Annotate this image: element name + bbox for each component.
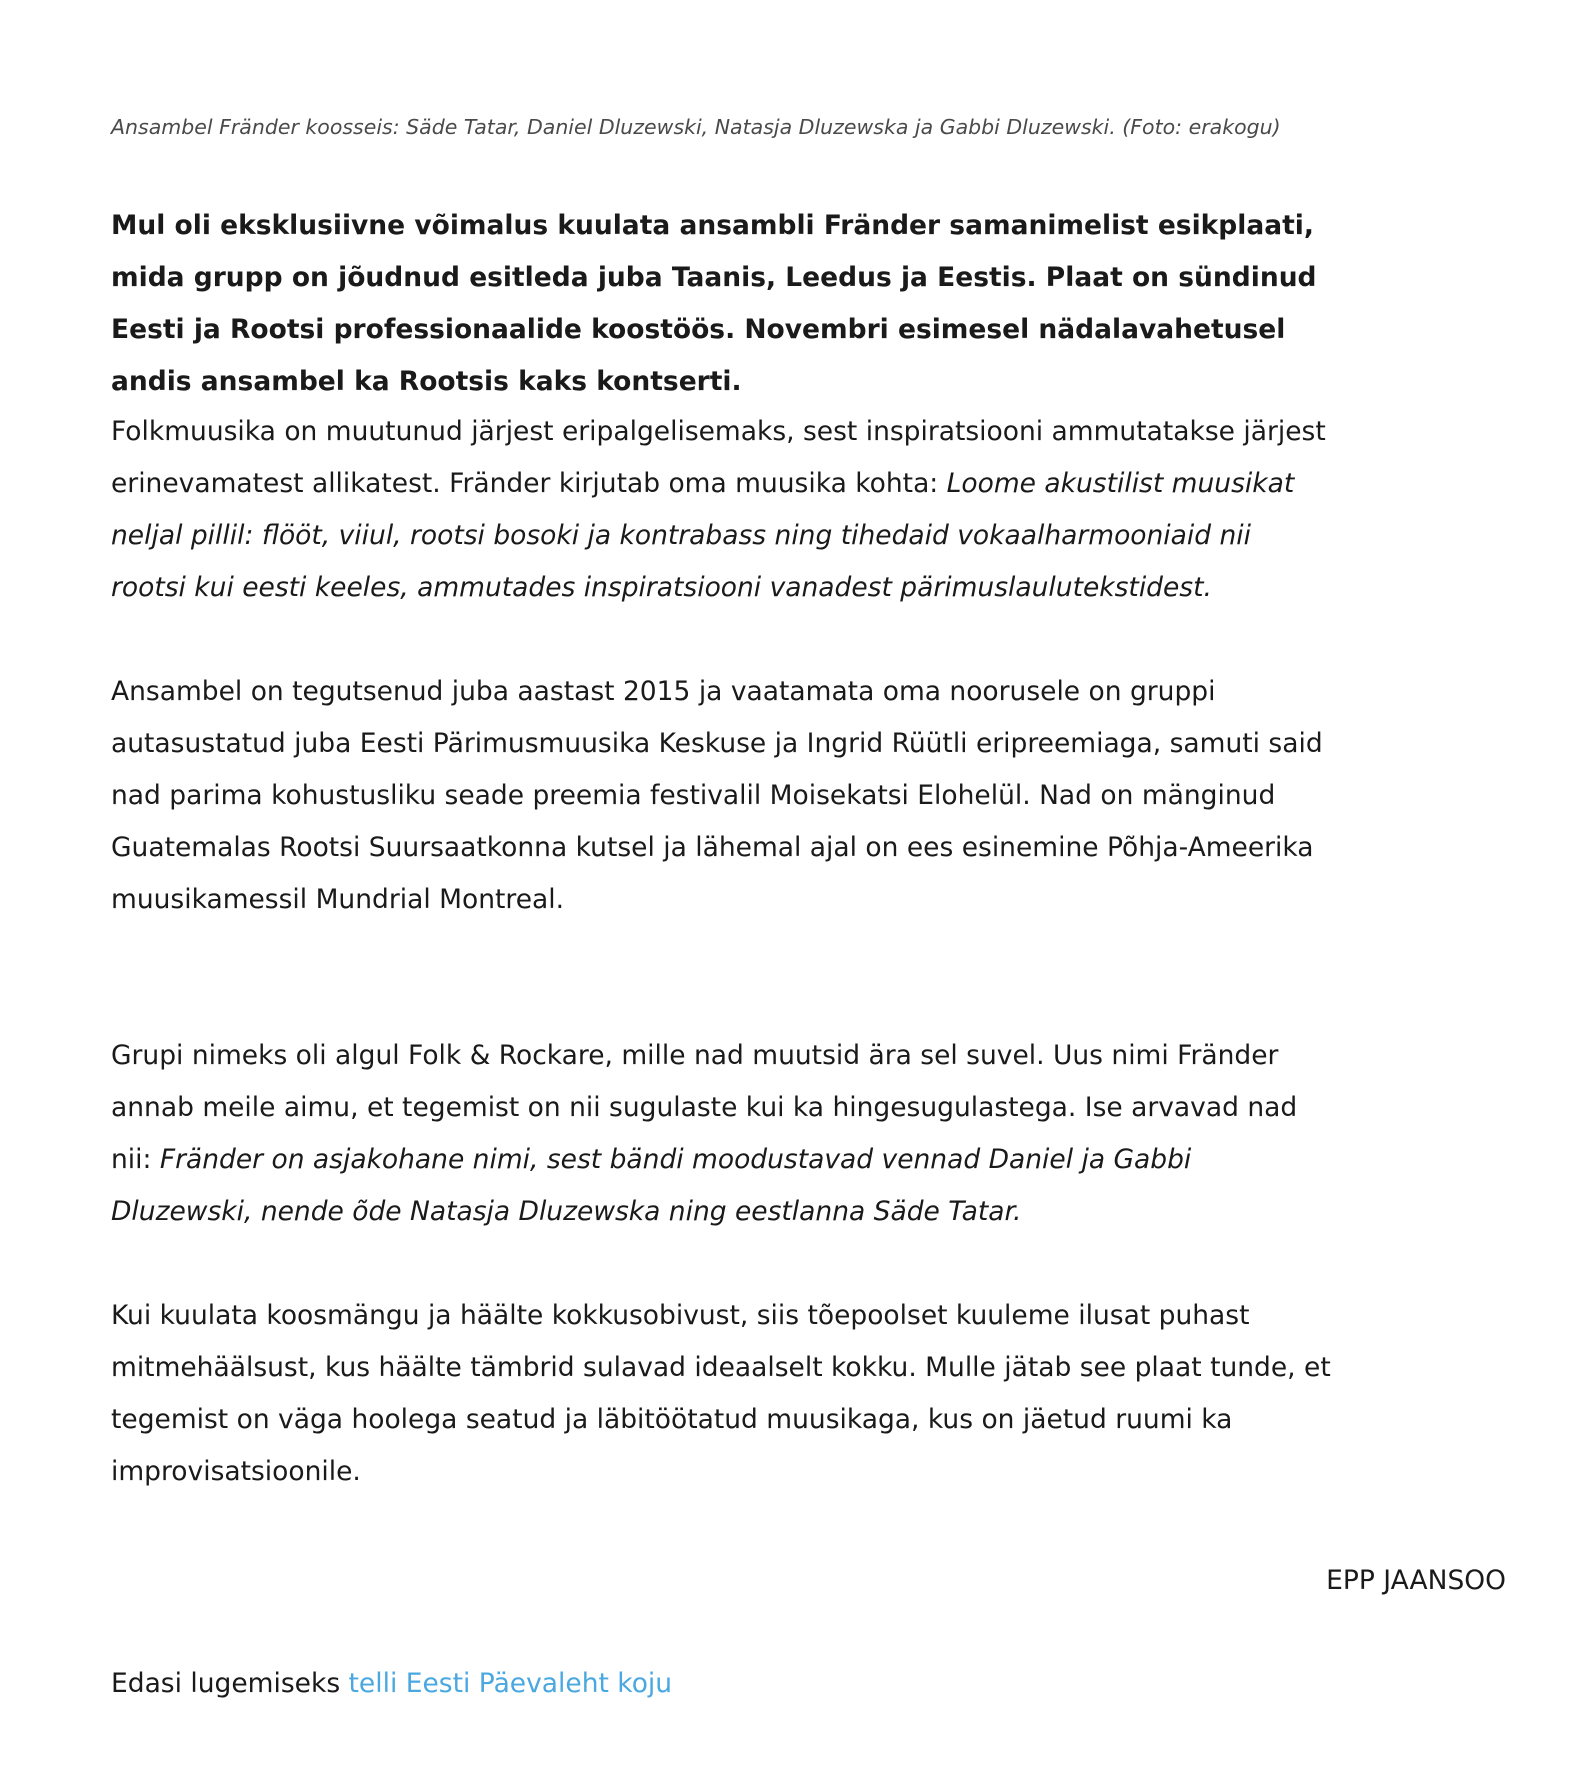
paragraph-folk-music: [111, 406, 1511, 614]
paragraph-line: tegemist on väga hoolega seatud ja läbitöötatud muusikaga, kus on jäetud ruumi ka: [111, 1404, 1233, 1435]
lead-line: mida grupp on jõudnud esitleda juba Taanis, Leedus ja Eestis. Plaat on sündinud: [111, 262, 1317, 293]
paragraph-line: autasustatud juba Eesti Pärimusmuusika Keskuse ja Ingrid Rüütli eripreemiaga, samuti said: [111, 728, 1323, 759]
paragraph-line: annab meile aimu, et tegemist on nii sugulaste kui ka hingesugulastega. Ise arvavad nad: [111, 1092, 1298, 1123]
paragraph-line: Kui kuulata koosmängu ja häälte kokkusobivust, siis tõepoolset kuuleme ilusat puhast: [111, 1300, 1250, 1331]
photo-caption: Ansambel Fränder koosseis: Säde Tatar, Daniel Dluzewski, Natasja Dluzewska ja Gabbi Dluzewski. (Foto: erakogu): [111, 115, 1281, 139]
article-lead: [111, 200, 1506, 408]
subscribe-prefix: Edasi lugemiseks: [111, 1668, 349, 1699]
paragraph-text: erinevamatest allikatest. Fränder kirjutab oma muusika kohta:: [111, 468, 947, 499]
subscribe-footer: [111, 1658, 672, 1710]
paragraph-line: [111, 1134, 1511, 1186]
paragraph-line: Grupi nimeks oli algul Folk & Rockare, mille nad muutsid ära sel suvel. Uus nimi Fränder: [111, 1040, 1279, 1071]
author-byline: EPP JAANSOO: [1326, 1565, 1506, 1596]
paragraph-line: Ansambel on tegutsenud juba aastast 2015 ja vaatamata oma noorusele on gruppi: [111, 676, 1216, 707]
paragraph-line: Folkmuusika on muutunud järjest eripalgelisemaks, sest inspiratsiooni ammutatakse järjest: [111, 416, 1326, 447]
lead-line: Mul oli eksklusiivne võimalus kuulata ansambli Fränder samanimelist esikplaati,: [111, 210, 1314, 241]
paragraph-line: [111, 458, 1511, 510]
paragraph-name: [111, 1030, 1511, 1238]
paragraph-history: [111, 666, 1511, 926]
paragraph-text: nii:: [111, 1144, 160, 1175]
paragraph-line: improvisatsioonile.: [111, 1456, 361, 1487]
paragraph-line: muusikamessil Mundrial Montreal.: [111, 884, 565, 915]
quote-line: Dluzewski, nende õde Natasja Dluzewska ning eestlanna Säde Tatar.: [111, 1196, 1022, 1227]
subscribe-link[interactable]: telli Eesti Päevaleht koju: [348, 1668, 673, 1699]
lead-line: Eesti ja Rootsi professionaalide koostöös. Novembri esimesel nädalavahetusel: [111, 314, 1286, 345]
quote-line: neljal pillil: flööt, viiul, rootsi bosoki ja kontrabass ning tihedaid vokaalharmooniaid nii: [111, 520, 1252, 551]
quote-text: Fränder on asjakohane nimi, sest bändi moodustavad vennad Daniel ja Gabbi: [159, 1144, 1192, 1175]
paragraph-line: Guatemalas Rootsi Suursaatkonna kutsel ja lähemal ajal on ees esinemine Põhja-Ameerika: [111, 832, 1314, 863]
quote-line: rootsi kui eesti keeles, ammutades inspiratsiooni vanadest pärimuslaulutekstidest.: [111, 572, 1212, 603]
lead-line: andis ansambel ka Rootsis kaks kontserti.: [111, 366, 742, 397]
paragraph-line: mitmehäälsust, kus häälte tämbrid sulavad ideaalselt kokku. Mulle jätab see plaat tunde, et: [111, 1352, 1331, 1383]
paragraph-line: nad parima kohustusliku seade preemia festivalil Moisekatsi Elohelül. Nad on mänginud: [111, 780, 1276, 811]
paragraph-review: [111, 1290, 1511, 1498]
quote-text: Loome akustilist muusikat: [946, 468, 1295, 499]
